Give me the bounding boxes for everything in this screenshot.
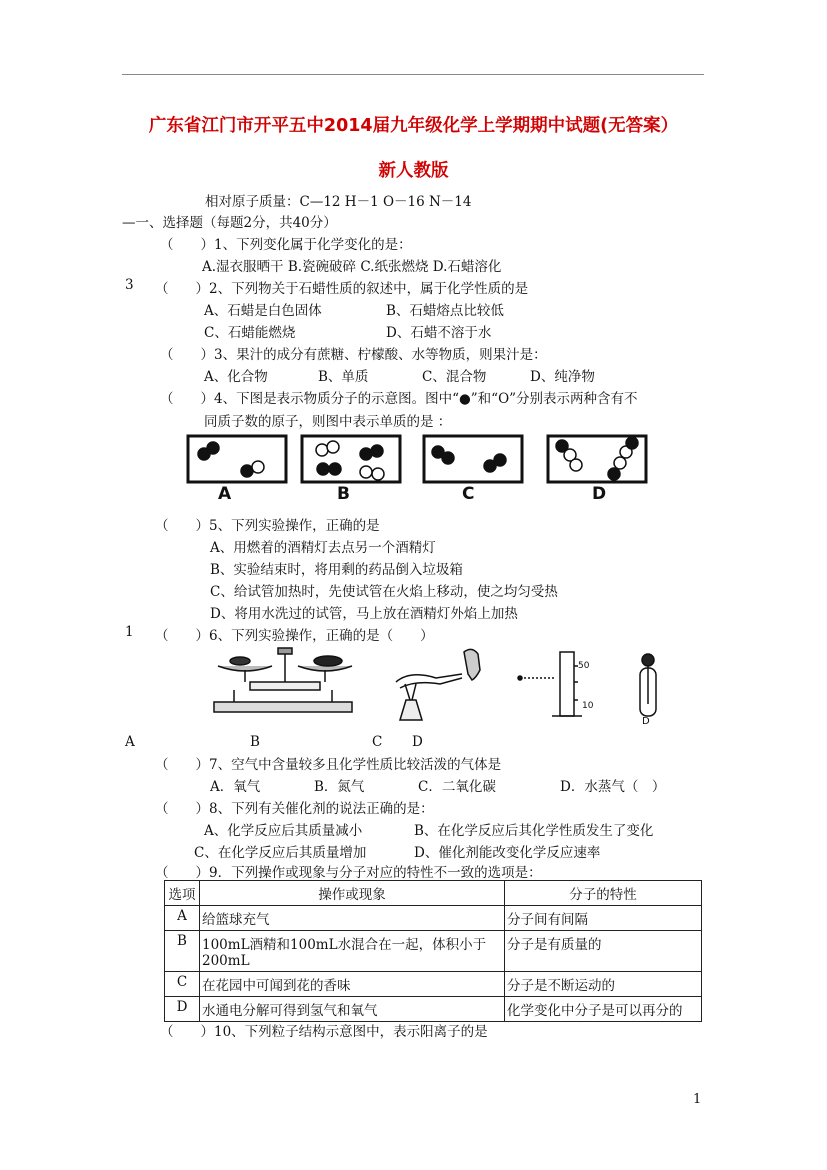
q5-option-c: C、给试管加热时，先使试管在火焰上移动，使之均匀受热 xyxy=(210,584,558,600)
atom-white xyxy=(372,468,384,480)
q7-option-c: C．二氧化碳 xyxy=(418,779,496,795)
header-rule xyxy=(122,74,704,75)
table-row xyxy=(165,972,702,997)
table-cell: D xyxy=(165,997,200,1022)
q8-option-c: C、在化学反应后其质量增加 xyxy=(194,845,367,861)
q9-table xyxy=(164,880,702,1022)
q7-option-a: A．氧气 xyxy=(210,779,261,795)
atom-black xyxy=(317,463,329,475)
table-cell: 给篮球充气 xyxy=(200,906,505,931)
table-header: 分子的特性 xyxy=(505,881,702,906)
atomic-masses: 相对原子质量：C—12 H－1 O－16 N－14 xyxy=(205,194,472,210)
q2-margin-mark: 3 xyxy=(125,277,134,293)
q2-option-a: A、石蜡是白色固体 xyxy=(204,303,322,319)
q4-stem: （ ）4、下图是表示物质分子的示意图。图中“●”和“O”分别表示两种含有不 xyxy=(160,391,638,407)
balance-icon xyxy=(214,648,352,712)
section-heading-text: 一、选择题（每题2分，共40分） xyxy=(135,215,337,231)
q6-margin-mark: 1 xyxy=(125,624,134,640)
table-cell: 分子是不断运动的 xyxy=(505,972,702,997)
box-c xyxy=(424,436,522,482)
q5-option-a: A、用燃着的酒精灯去点另一个酒精灯 xyxy=(210,540,436,556)
q2-stem: （ ）2、下列物关于石蜡性质的叙述中，属于化学性质的是 xyxy=(155,281,529,297)
table-row xyxy=(165,906,702,931)
q2-option-c: C、石蜡能燃烧 xyxy=(204,325,296,341)
q3-option-b: B、单质 xyxy=(318,369,369,385)
q5-option-b: B、实验结束时，将用剩的药品倒入垃圾箱 xyxy=(210,562,463,578)
graduated-cylinder-icon xyxy=(518,652,582,716)
atom-black xyxy=(207,442,219,454)
q8-option-a: A、化学反应后其质量减小 xyxy=(204,823,363,839)
q6-label-c: C xyxy=(372,734,383,750)
document-title: 广东省江门市开平五中2014届九年级化学上学期期中试题(无答案） xyxy=(148,116,679,136)
cylinder-mark-top: 50 xyxy=(578,661,590,671)
atom-black xyxy=(608,468,620,480)
atom-black xyxy=(241,465,253,477)
q7-option-d: D．水蒸气（ ） xyxy=(560,779,666,795)
q4-label-b: B xyxy=(337,484,350,504)
q6-label-d: D xyxy=(412,734,423,750)
atom-black xyxy=(626,437,638,449)
table-cell: 分子间有间隔 xyxy=(505,906,702,931)
q1-options: A.湿衣服晒干 B.瓷碗破碎 C.纸张燃烧 D.石蜡溶化 xyxy=(202,259,502,275)
atom-white xyxy=(570,459,582,471)
q4-label-d: D xyxy=(592,484,607,504)
q10-stem: （ ）10、下列粒子结构示意图中，表示阳离子的是 xyxy=(160,1024,488,1040)
q3-option-c: C、混合物 xyxy=(422,369,487,385)
atom-white xyxy=(316,444,328,456)
q3-stem: （ ）3、果汁的成分有蔗糖、柠檬酸、水等物质，则果汁是： xyxy=(160,347,547,363)
q1-stem: （ ）1、下列变化属于化学变化的是： xyxy=(160,237,412,253)
atom-black xyxy=(371,445,383,457)
q7-option-b: B．氮气 xyxy=(314,779,365,795)
q7-stem: （ ）7、空气中含量较多且化学性质比较活泼的气体是 xyxy=(155,757,502,773)
q2-option-d: D、石蜡不溶于水 xyxy=(386,325,492,341)
q4-label-a: A xyxy=(218,484,232,504)
cylinder-mark-bottom: 10 xyxy=(582,701,594,711)
table-cell: 100mL酒精和100mL水混合在一起，体积小于200mL xyxy=(200,931,505,972)
q3-option-d: D、纯净物 xyxy=(530,369,595,385)
molecule-diagram xyxy=(180,432,650,504)
q2-option-b: B、石蜡熔点比较低 xyxy=(386,303,504,319)
lab-equipment-figure xyxy=(210,644,670,726)
q8-option-b: B、在化学反应后其化学性质发生了变化 xyxy=(414,823,654,839)
atom-black xyxy=(360,448,372,460)
box-b xyxy=(302,436,400,482)
atom-white xyxy=(327,441,339,453)
dropper-test-tube-icon xyxy=(640,654,656,716)
table-header-row xyxy=(165,881,702,906)
document-subtitle: 新人教版 xyxy=(378,161,449,181)
smelling-gas-icon xyxy=(396,649,480,720)
q6-label-b: B xyxy=(250,734,260,750)
table-cell: 化学变化中分子是可以再分的 xyxy=(505,997,702,1022)
page-number: 1 xyxy=(693,1092,702,1107)
table-header: 选项 xyxy=(165,881,200,906)
q5-option-d: D、将用水洗过的试管，马上放在酒精灯外焰上加热 xyxy=(210,606,518,622)
q3-option-a: A、化合物 xyxy=(204,369,268,385)
table-cell: C xyxy=(165,972,200,997)
table-cell: 分子是有质量的 xyxy=(505,931,702,972)
q4-label-c: C xyxy=(462,484,475,504)
atom-black xyxy=(329,463,341,475)
atom-white xyxy=(252,461,264,473)
table-cell: 在花园中可闻到花的香味 xyxy=(200,972,505,997)
table-cell: B xyxy=(165,931,200,972)
table-row xyxy=(165,931,702,972)
q6-stem: （ ）6、下列实验操作，正确的是（ ） xyxy=(155,628,434,644)
q6-label-a: A xyxy=(125,734,135,750)
table-cell: A xyxy=(165,906,200,931)
table-header: 操作或现象 xyxy=(200,881,505,906)
q8-option-d: D、催化剂能改变化学反应速率 xyxy=(414,845,601,861)
q6-inline-label-d: D xyxy=(642,716,650,726)
table-row xyxy=(165,997,702,1022)
q8-stem: （ ）8、下列有关催化剂的说法正确的是： xyxy=(155,801,434,817)
q4-stem-continued: 同质子数的原子，则图中表示单质的是 ： xyxy=(204,414,452,430)
section-heading: —一、选择题（每题2分，共40分） xyxy=(122,215,337,231)
table-cell: 水通电分解可得到氢气和氧气 xyxy=(200,997,505,1022)
atom-white xyxy=(614,457,626,469)
atom-black xyxy=(442,452,454,464)
q5-stem: （ ）5、下列实验操作，正确的是 xyxy=(155,518,380,534)
atom-black xyxy=(494,454,506,466)
atom-white xyxy=(360,466,372,478)
q9-stem: （ ）9．下列操作或现象与分子对应的特性不一致的选项是： xyxy=(155,865,542,881)
